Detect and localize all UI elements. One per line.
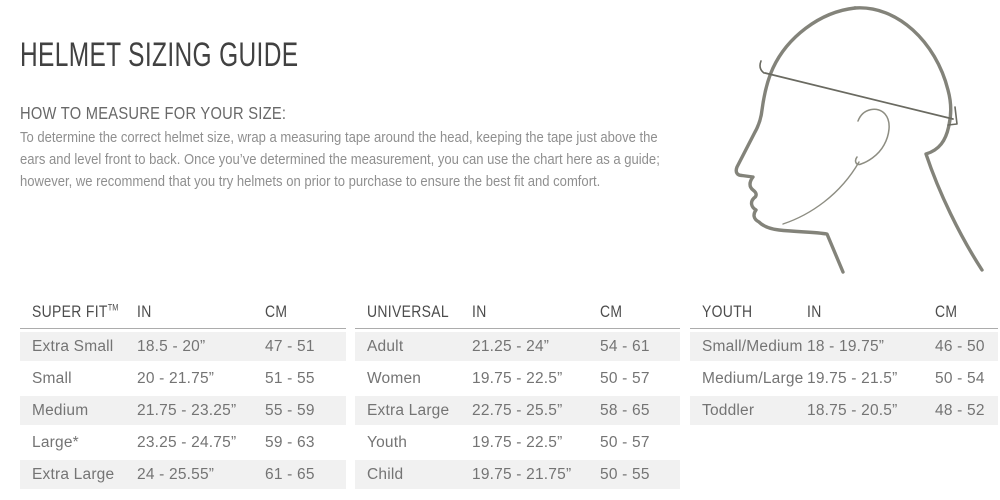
head-profile-icon [715, 0, 1000, 295]
table-title-text: UNIVERSAL [367, 302, 449, 321]
measuring-tape-start-tick [760, 61, 764, 73]
instructions-line: To determine the correct helmet size, wrap a measuring tape around the head, keeping the tape just above the [20, 129, 658, 146]
table-title-text: SUPER FIT [32, 302, 108, 321]
size-cell: Adult [367, 337, 404, 355]
head-back-path [855, 8, 982, 270]
measuring-tape-line [765, 73, 953, 119]
instructions-line: ears and level front to back. Once you’ve determined the measurement, you can use the chart here as a guide; [20, 151, 660, 168]
inches-cell: 19.75 - 22.5” [472, 369, 563, 387]
cm-cell: 48 - 52 [935, 401, 985, 419]
size-cell: Youth [367, 433, 408, 451]
table-title [20, 302, 137, 322]
table-row [355, 396, 680, 425]
youth-size-table [690, 296, 998, 428]
cm-cell: 50 - 54 [935, 369, 985, 387]
column-header-cm: CM [935, 302, 958, 321]
table-header-row [355, 296, 680, 329]
table-body [20, 332, 346, 489]
superfit-size-table [20, 296, 346, 492]
cm-cell: 61 - 65 [265, 465, 315, 483]
section-heading: HOW TO MEASURE FOR YOUR SIZE: [20, 103, 287, 123]
cm-cell: 55 - 59 [265, 401, 315, 419]
measure-instructions [20, 127, 755, 193]
cm-cell: 50 - 57 [600, 369, 650, 387]
inches-cell: 19.75 - 21.5” [807, 369, 898, 387]
page-title: HELMET SIZING GUIDE [20, 36, 299, 74]
size-cell: Extra Large [32, 465, 115, 483]
table-body [690, 332, 998, 425]
cm-cell: 50 - 57 [600, 433, 650, 451]
cm-cell: 50 - 55 [600, 465, 650, 483]
table-title-text: YOUTH [702, 302, 753, 321]
column-header-in: IN [807, 302, 822, 321]
inches-cell: 23.25 - 24.75” [137, 433, 237, 451]
trademark-suffix: TM [107, 302, 119, 313]
table-title [690, 302, 807, 322]
inches-cell: 18 - 19.75” [807, 337, 885, 355]
cm-cell: 47 - 51 [265, 337, 315, 355]
table-row [355, 428, 680, 457]
size-cell: Toddler [702, 401, 755, 419]
table-row [20, 460, 346, 489]
cm-cell: 58 - 65 [600, 401, 650, 419]
cm-cell: 54 - 61 [600, 337, 650, 355]
cm-cell: 59 - 63 [265, 433, 315, 451]
inches-cell: 19.75 - 21.75” [472, 465, 572, 483]
table-row [20, 428, 346, 457]
table-row [355, 460, 680, 489]
inches-cell: 20 - 21.75” [137, 369, 215, 387]
inches-cell: 21.25 - 24” [472, 337, 550, 355]
universal-size-table [355, 296, 680, 492]
table-header-row [690, 296, 998, 329]
cm-cell: 51 - 55 [265, 369, 315, 387]
table-row [20, 332, 346, 361]
cm-cell: 46 - 50 [935, 337, 985, 355]
size-cell: Small/Medium [702, 337, 803, 355]
table-row [20, 364, 346, 393]
table-row [355, 332, 680, 361]
ear-path [856, 109, 890, 164]
size-cell: Medium/Large [702, 369, 804, 387]
column-header-cm: CM [265, 302, 288, 321]
instructions-line: however, we recommend that you try helmets on prior to purchase to ensure the best fit and comfort. [20, 173, 601, 190]
table-row [690, 364, 998, 393]
table-row [20, 396, 346, 425]
size-cell: Extra Large [367, 401, 450, 419]
size-cell: Large* [32, 433, 79, 451]
inches-cell: 18.5 - 20” [137, 337, 206, 355]
size-cell: Small [32, 369, 72, 387]
column-header-in: IN [137, 302, 152, 321]
inches-cell: 18.75 - 20.5” [807, 401, 898, 419]
table-row [690, 332, 998, 361]
cheek-line-path [783, 162, 859, 224]
size-cell: Women [367, 369, 422, 387]
column-header-cm: CM [600, 302, 623, 321]
size-cell: Medium [32, 401, 89, 419]
table-header-row [20, 296, 346, 329]
column-header-in: IN [472, 302, 487, 321]
size-cell: Extra Small [32, 337, 114, 355]
table-title [355, 302, 472, 322]
inches-cell: 21.75 - 23.25” [137, 401, 237, 419]
head-outline-path [736, 8, 855, 272]
inches-cell: 19.75 - 22.5” [472, 433, 563, 451]
head-measurement-illustration [715, 0, 1000, 295]
table-body [355, 332, 680, 489]
table-row [355, 364, 680, 393]
inches-cell: 24 - 25.55” [137, 465, 215, 483]
size-cell: Child [367, 465, 404, 483]
table-row [690, 396, 998, 425]
inches-cell: 22.75 - 25.5” [472, 401, 563, 419]
